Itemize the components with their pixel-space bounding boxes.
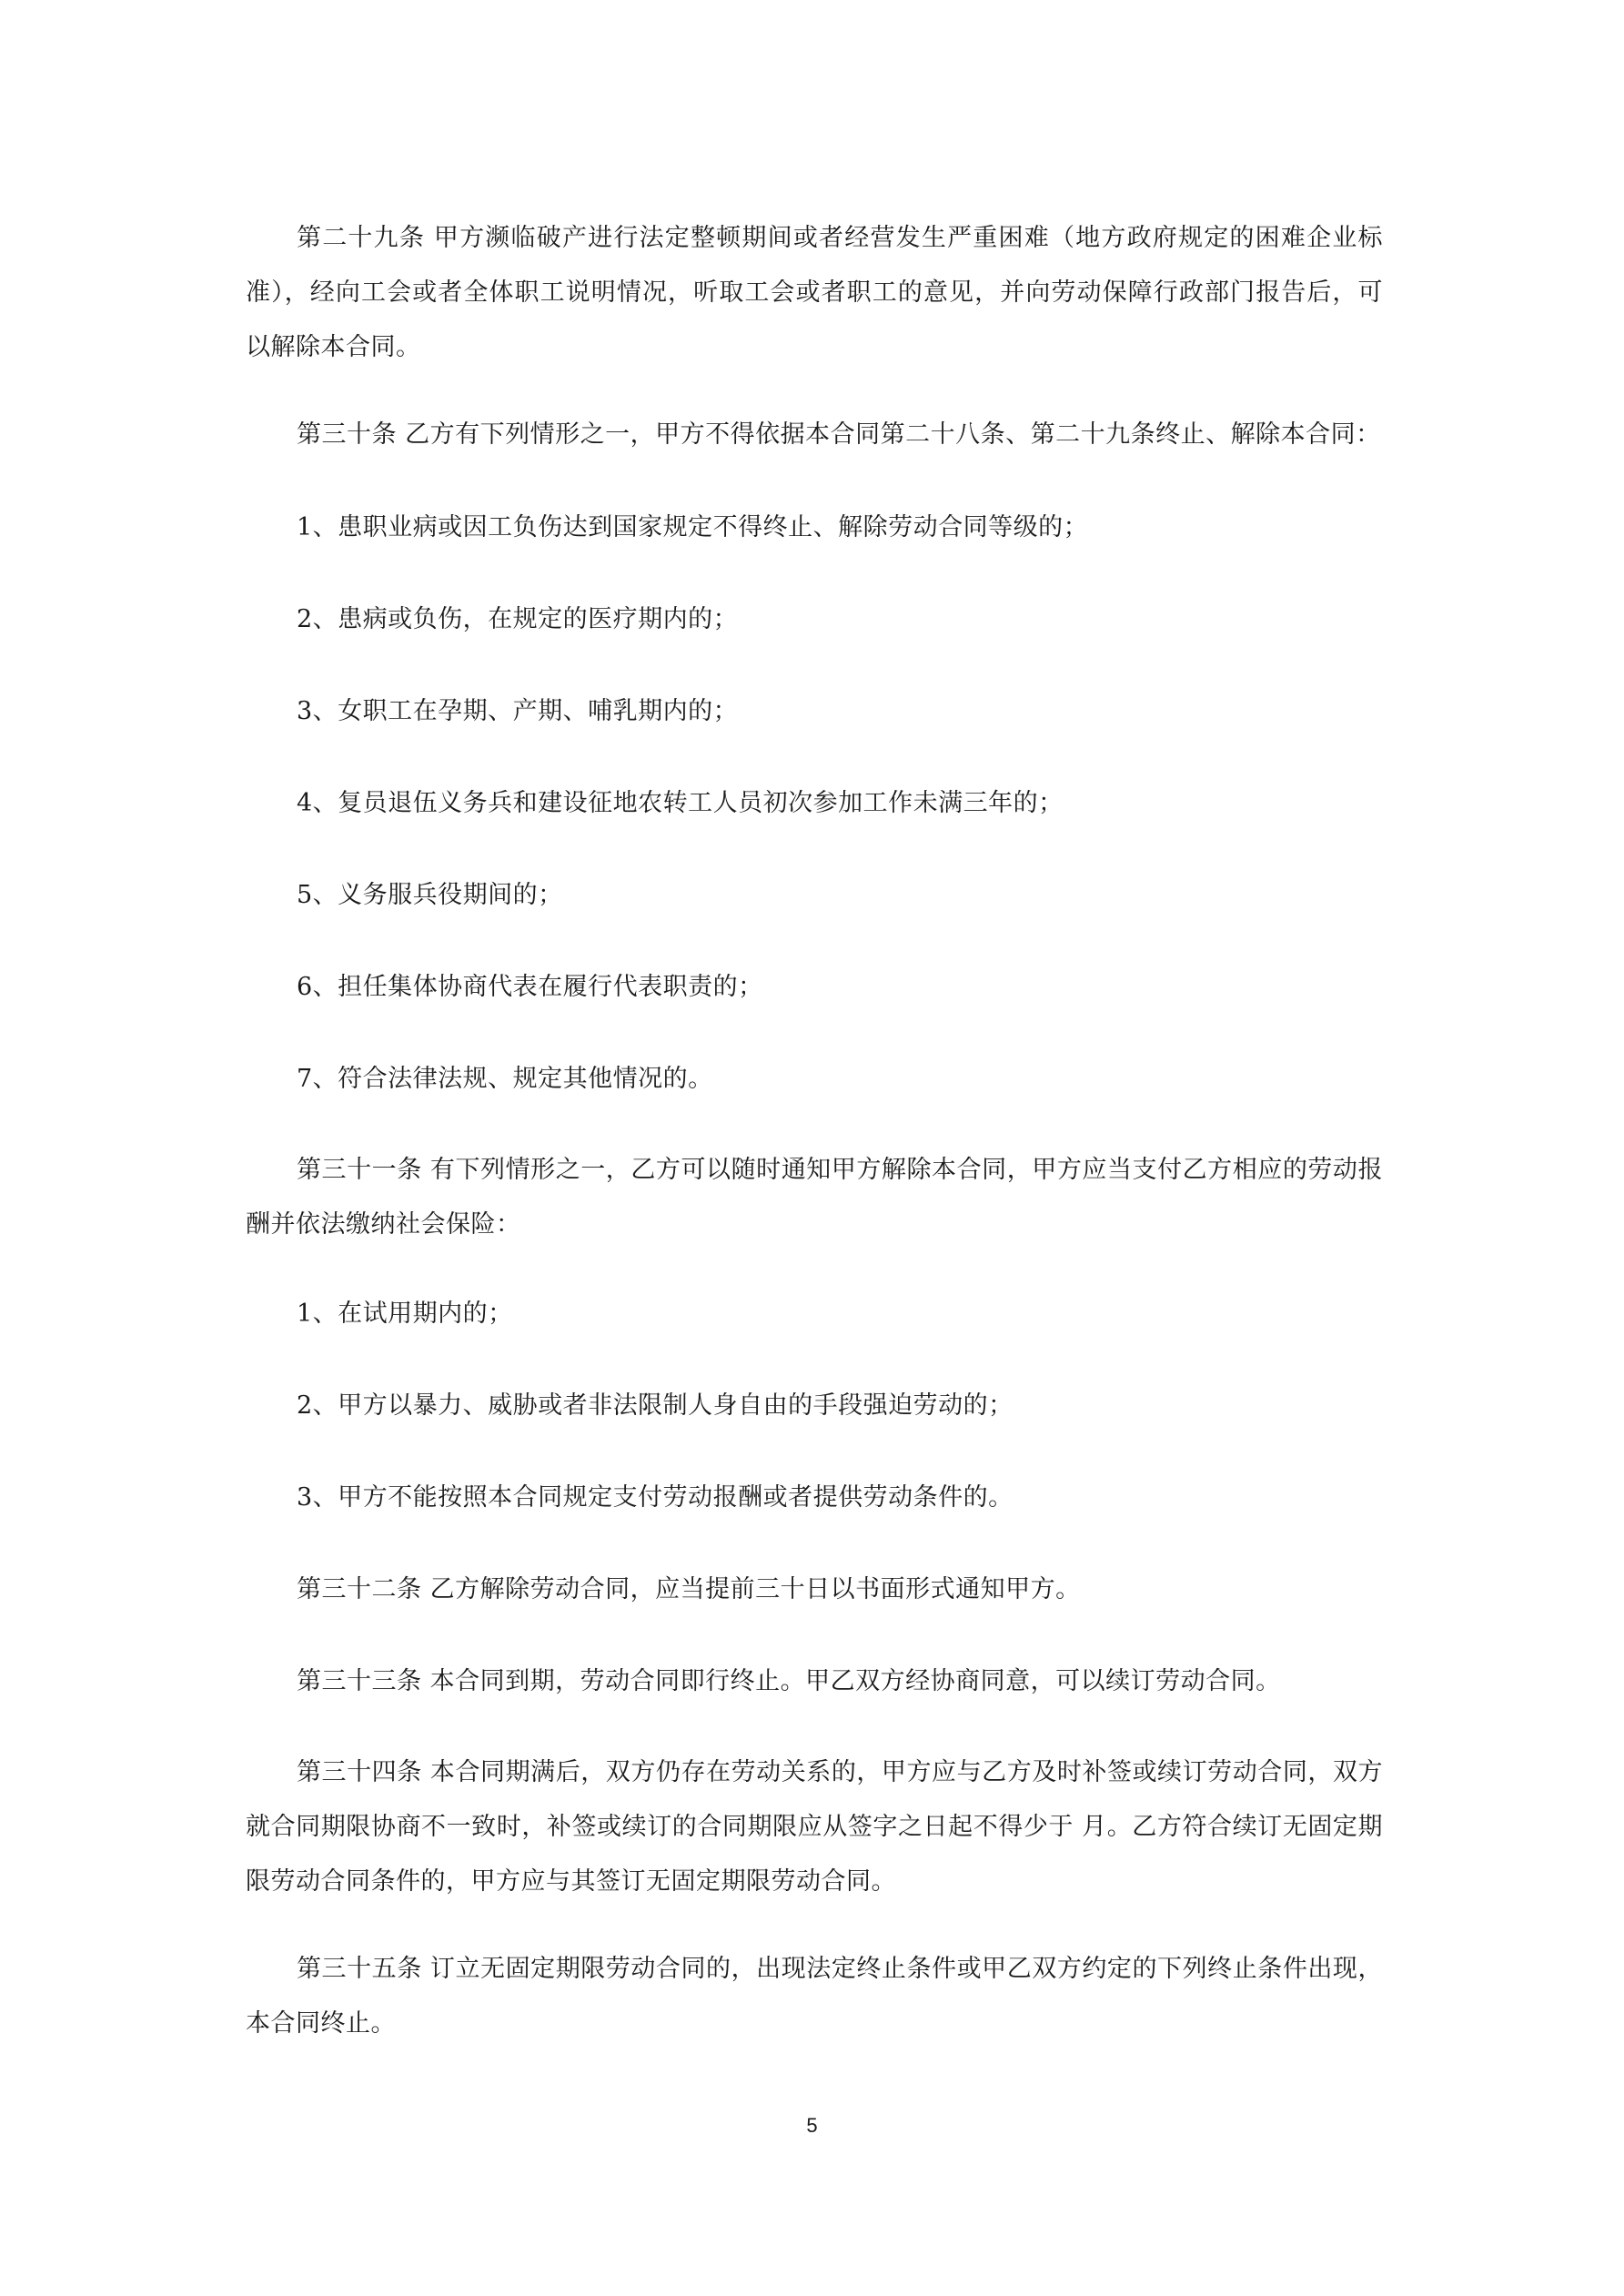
- article-30-item-7: 7、符合法律法规、规定其他情况的。: [297, 1065, 713, 1093]
- article-30-item-2: 2、患病或负伤，在规定的医疗期内的；: [297, 605, 739, 633]
- article-30-item-1: 1、患职业病或因工负伤达到国家规定不得终止、解除劳动合同等级的；: [297, 513, 1089, 541]
- article-30-item-5: 5、义务服兵役期间的；: [297, 881, 563, 909]
- page-number: 5: [806, 2114, 818, 2137]
- article-33: 第三十三条 本合同到期，劳动合同即行终止。甲乙双方经协商同意，可以续订劳动合同。: [297, 1667, 1281, 1695]
- article-29: 第二十九条 甲方濒临破产进行法定整顿期间或者经营发生严重困难（地方政府规定的困难企业标准），经向工会或者全体职工说明情况，听取工会或者职工的意见，并向劳动保障行政部门报告后，可以解除本合同。: [246, 224, 1383, 361]
- article-31-item-1: 1、在试用期内的；: [297, 1300, 513, 1328]
- article-34: 第三十四条 本合同期满后，双方仍存在劳动关系的，甲方应与乙方及时补签或续订劳动合同，双方就合同期限协商不一致时，补签或续订的合同期限应从签字之日起不得少于 月。乙方符合续订无固定期限劳动合同条件的，甲方应与其签订无固定期限劳动合同。: [246, 1758, 1383, 1896]
- article-31: 第三十一条 有下列情形之一，乙方可以随时通知甲方解除本合同，甲方应当支付乙方相应的劳动报酬并依法缴纳社会保险：: [246, 1156, 1383, 1239]
- article-30-item-3: 3、女职工在孕期、产期、哺乳期内的；: [297, 697, 739, 725]
- article-35: 第三十五条 订立无固定期限劳动合同的，出现法定终止条件或甲乙双方约定的下列终止条件出现，本合同终止。: [246, 1955, 1383, 2038]
- article-32: 第三十二条 乙方解除劳动合同，应当提前三十日以书面形式通知甲方。: [297, 1575, 1081, 1603]
- article-30-item-6: 6、担任集体协商代表在履行代表职责的；: [297, 973, 763, 1001]
- article-30-item-4: 4、复员退伍义务兵和建设征地农转工人员初次参加工作未满三年的；: [297, 789, 1064, 817]
- article-31-item-3: 3、甲方不能按照本合同规定支付劳动报酬或者提供劳动条件的。: [297, 1483, 1014, 1512]
- article-31-item-2: 2、甲方以暴力、威胁或者非法限制人身自由的手段强迫劳动的；: [297, 1391, 1014, 1420]
- article-30: 第三十条 乙方有下列情形之一，甲方不得依据本合同第二十八条、第二十九条终止、解除本合同：: [297, 420, 1381, 449]
